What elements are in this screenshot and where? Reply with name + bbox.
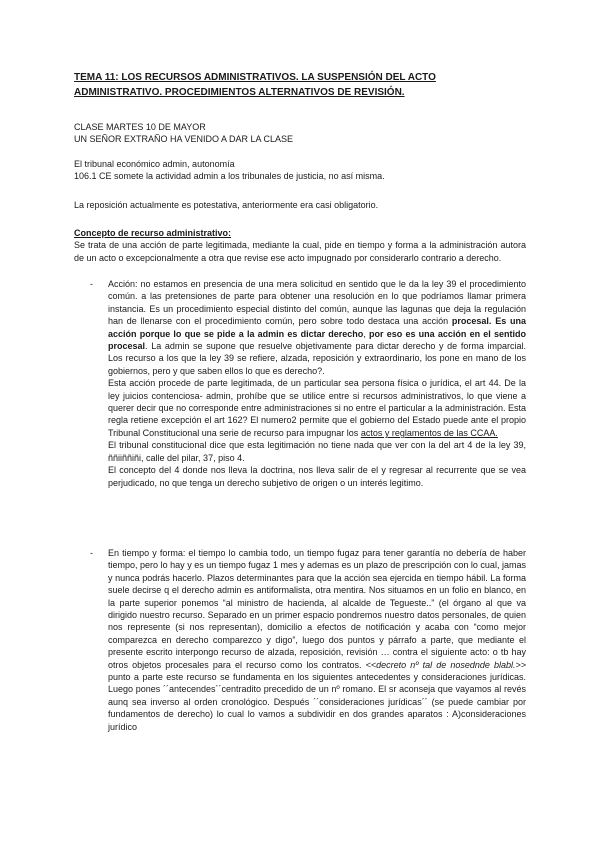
accion-p1-text-c: ,	[363, 328, 370, 339]
tiempo-p1-text-a: En tiempo y forma: el tiempo lo cambia todo, un tiempo fugaz para tener garantía no debería de haber tiempo, pero lo hay y es un tiempo fugaz 1 mes y ademas es un plazo de prescripción con lo cual, jamas y nunca podrás hacerlo. Plazos determinantes para que la acción sea ejercida en tiempo hábil. La forma suele decirse q el derecho admin es antiformalista, otra mentira. Nos situamos en un folio en blanco, en la parte superior ponemos “al ministro de hacienda, al alcalde de Tegueste..” (el órgano al que va dirigido nuestro recurso. Separado en un primer espacio pondremos nuestro datos personales, de quien nos represente (si nos representan), domicilio a efectos de notificación y acaba con “como mejor comparezca en derecho comparezco y digo”, luego dos puntos y párrafo a parte, que mediante el presente escrito interpongo recurso de alzada, reposición, revisión … contra el siguiente acto: o tb hay otros objetos procesales para el recurso como los contratos.	[108, 548, 526, 670]
class-info	[74, 121, 526, 146]
class-note: UN SEÑOR EXTRAÑO HA VENIDO A DAR LA CLASE	[74, 134, 294, 145]
tiempo-p1-text-b: punto a parte este recurso se fundamenta en los siguientes antecedentes y consideraciones jurídicas. Luego pones ´´antecendes´´centradito precedido de un nº romano. El sr aconseja que vayamos al revés aunq sea inverso al orden cronológico. Después ´´consideraciones jurídicas´´ (se puede cambiar por fundamentos de derecho) lo cual lo vamos a subdividir en dos grandes aparatos : A)consideraciones jurídico	[108, 672, 526, 732]
accion-paragraph-4: El concepto del 4 donde nos lleva la doctrina, nos lleva salir de el y regresar al recurrente que se vea perjudicado, no que tenga un derecho subjetivo de origen o un interés legitimo.	[108, 465, 526, 488]
accion-p2-underlined: actos y reglamentos de las CCAA.	[360, 427, 498, 438]
reposicion-note	[74, 199, 526, 211]
intro-line-2: 106.1 CE somete la actividad admin a los tribunales de justicia, no así misma.	[74, 171, 385, 182]
title-line-1: TEMA 11: LOS RECURSOS ADMINISTRATIVOS. LA SUSPENSIÓN DEL ACTO	[74, 72, 436, 83]
tiempo-paragraph-1	[108, 547, 526, 733]
accion-paragraph-3: El tribunal constitucional dice que esta legitimación no tiene nada que ver con la del art 4 de la ley 39, ññiiññiñi, calle del pilar, 37, piso 4.	[108, 440, 526, 463]
accion-paragraph-1	[108, 278, 526, 377]
class-date: CLASE MARTES 10 DE MAYOR	[74, 122, 206, 132]
title-line-2: ADMINISTRATIVO. PROCEDIMIENTOS ALTERNATIVOS DE REVISIÓN.	[74, 87, 405, 98]
concepto-section	[74, 227, 526, 264]
tiempo-item	[90, 547, 526, 733]
tiempo-list	[90, 547, 526, 733]
accion-p2-text: Esta acción procede de parte legitimada, de un particular sea persona física o jurídica, el art 44. De la ley juicios contenciosa- admin, prohíbe que se utilice entre si recursos administrativos, lo que viene a querer decir que no corresponde entre administraciones si no entre el particular a la administración. Esta regla retiene excepción el art 162? El numero2 permite que el gobierno del Estado puede ante el propio Tribunal Constitucional una serie de recurso para impugnar los	[108, 378, 526, 438]
accion-p1-text-a: Acción: no estamos en presencia de una mera solicitud en sentido que le da la ley 39 el procedimiento común. a las pretensiones de parte para obtener una resolución en lo que podríamos llamar primera instancia. Es un procedimiento especial distinto del común, aunque las lagunas que deja la regulación han de llenarse con el procedimiento común, pero sobre todo destaca una acción	[108, 279, 526, 327]
concepto-text: Se trata de una acción de parte legitimada, mediante la cual, pide en tiempo y forma a la administración autora de un acto o excepcionalmente a otra que revise ese acto impugnado por considerarlo contrario a derecho.	[74, 240, 526, 263]
concepto-heading: Concepto de recurso administrativo:	[74, 228, 232, 238]
intro-notes	[74, 158, 526, 183]
accion-p1-bold-b: por eso es una acción en el sentido procesal	[108, 328, 526, 352]
intro-line-1: El tribunal económico admin, autonomía	[74, 159, 235, 169]
tiempo-p1-italic: <<decreto nº tal de nosednde blabl.>>	[365, 659, 526, 670]
accion-p1-bold-a: procesal. Es una acción porque lo que se pide a la admin es dictar derecho	[108, 316, 527, 339]
accion-paragraph-2	[108, 377, 526, 439]
reposicion-text: La reposición actualmente es potestativa, anteriormente era casi obligatorio.	[74, 200, 379, 210]
accion-p1-text-d: . La admin se supone que resuelve objetivamente para dictar derecho y de forma imparcial. Los recurso a los que la ley 39 se refiere, alzada, reposición y extraordinario, los pone en mano de los gobiernos, pero y que saben ellos lo que es derecho?.	[108, 341, 526, 376]
accion-item	[90, 278, 526, 489]
document-title	[74, 70, 514, 100]
accion-list	[90, 278, 526, 489]
